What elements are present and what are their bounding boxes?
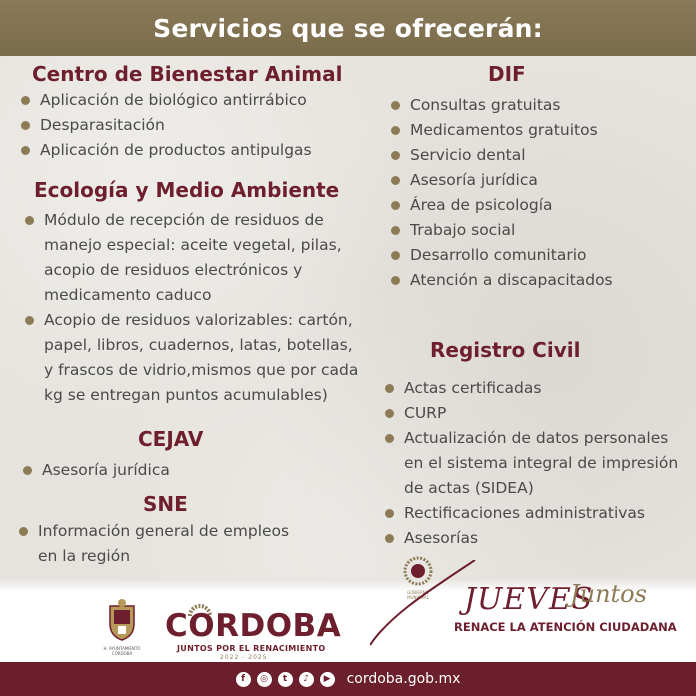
list-ecologia (24, 208, 366, 408)
instagram-icon[interactable]: ◎ (257, 672, 272, 687)
jueves-text: JUEVES (464, 582, 594, 617)
list-item: Desparasitación (20, 113, 350, 138)
list-item: Asesorías (384, 526, 684, 551)
list-item: Aplicación de productos antipulgas (20, 138, 350, 163)
list-item: Rectificaciones administrativas (384, 501, 684, 526)
list-item: Módulo de recepción de residuos de manejo especial: aceite vegetal, pilas, acopio de residuos electrónicos y medicamento caduco (24, 208, 366, 308)
list-item: Asesoría jurídica (390, 168, 690, 193)
cordoba-years: 2022 - 2025 (220, 654, 268, 661)
list-item: Asesoría jurídica (22, 458, 322, 483)
juntos-text: Juntos (570, 580, 647, 608)
jueves-juntos-logo (450, 580, 690, 660)
section-title-registro: Registro Civil (430, 338, 581, 362)
cordoba-slogan: JUNTOS POR EL RENACIMIENTO (177, 644, 326, 653)
ayuntamiento-text: H. AYUNTAMIENTO CÓRDOBA (103, 646, 141, 656)
list-item: Acopio de residuos valorizables: cartón, papel, libros, cuadernos, latas, botellas, y frascos de vidrio,mismos que por cada kg se entregan puntos acumulables) (24, 308, 366, 408)
twitter-icon[interactable]: t (278, 672, 293, 687)
page-title: Servicios que se ofrecerán: (153, 13, 543, 43)
section-title-ecologia: Ecología y Medio Ambiente (34, 178, 340, 202)
list-item: Aplicación de biológico antirrábico (20, 88, 350, 113)
list-item: Actas certificadas (384, 376, 684, 401)
list-bienestar (20, 88, 350, 163)
section-title-sne: SNE (143, 492, 188, 516)
list-item: Consultas gratuitas (390, 93, 690, 118)
cordoba-logo (165, 600, 355, 660)
list-item: Actualización de datos personales en el sistema integral de impresión de actas (SIDEA) (384, 426, 684, 501)
bottom-bar (0, 662, 696, 696)
registro-logo-text: GOBIERNO MUNICIPAL (407, 590, 429, 600)
section-title-dif: DIF (488, 62, 526, 86)
list-item: Servicio dental (390, 143, 690, 168)
tiktok-icon[interactable]: ♪ (299, 672, 314, 687)
list-item: Atención a discapacitados (390, 268, 690, 293)
list-item: Trabajo social (390, 218, 690, 243)
list-registro (384, 376, 684, 551)
list-cejav (22, 458, 322, 483)
website-link[interactable]: cordoba.gob.mx (346, 671, 461, 687)
ayuntamiento-logo (100, 598, 144, 658)
facebook-icon[interactable]: f (236, 672, 251, 687)
list-item: Medicamentos gratuitos (390, 118, 690, 143)
section-title-bienestar: Centro de Bienestar Animal (32, 62, 343, 86)
list-sne (18, 519, 308, 569)
list-item: Área de psicología (390, 193, 690, 218)
cordoba-wordmark: CORDOBA (165, 608, 342, 644)
section-title-cejav: CEJAV (138, 427, 204, 451)
header-bar (0, 0, 696, 56)
renace-text: RENACE LA ATENCIÓN CIUDADANA (454, 620, 677, 634)
list-dif (390, 93, 690, 293)
coat-of-arms-icon (104, 598, 140, 642)
list-item: Información general de empleos en la región (18, 519, 308, 569)
list-item: CURP (384, 401, 684, 426)
list-item: Desarrollo comunitario (390, 243, 690, 268)
youtube-icon[interactable]: ▶ (320, 672, 335, 687)
